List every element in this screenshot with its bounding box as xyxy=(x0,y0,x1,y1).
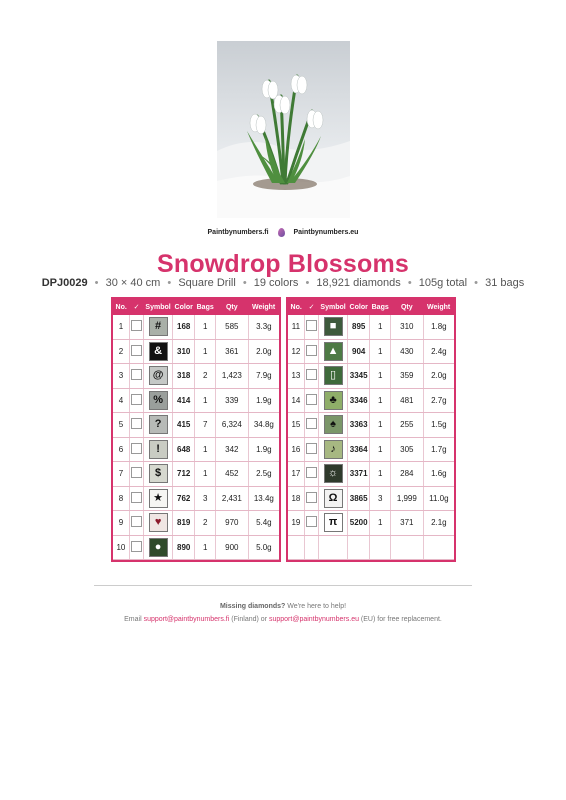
row-checkbox[interactable] xyxy=(306,492,317,503)
row-color-code: 3371 xyxy=(347,462,370,487)
row-checkbox[interactable] xyxy=(131,443,142,454)
row-qty: 970 xyxy=(215,511,248,536)
row-qty: 305 xyxy=(390,437,423,462)
row-bags: 2 xyxy=(195,511,215,536)
row-symbol-cell xyxy=(144,535,173,560)
row-number: 3 xyxy=(113,364,129,389)
row-symbol-cell xyxy=(319,486,348,511)
row-color-code: 904 xyxy=(347,339,370,364)
row-weight: 2.4g xyxy=(423,339,454,364)
row-qty: 255 xyxy=(390,413,423,438)
col-symbol: Symbol xyxy=(319,299,348,315)
col-weight: Weight xyxy=(248,299,279,315)
table-row xyxy=(113,535,279,560)
brand-eu: Paintbynumbers.eu xyxy=(293,229,359,236)
row-symbol-cell xyxy=(319,339,348,364)
row-qty: 900 xyxy=(215,535,248,560)
brand-fi: Paintbynumbers.fi xyxy=(207,229,269,236)
row-bags: 1 xyxy=(370,388,390,413)
row-symbol-cell xyxy=(319,511,348,536)
row-color-code: 3363 xyxy=(347,413,370,438)
row-checkbox-cell xyxy=(129,535,143,560)
symbol-swatch: Ω xyxy=(324,489,343,508)
email-fi-link[interactable]: support@paintbynumbers.fi xyxy=(143,616,230,623)
row-checkbox[interactable] xyxy=(131,467,142,478)
bag-count: 31 bags xyxy=(485,277,525,289)
row-number: 17 xyxy=(288,462,304,487)
col-check: ✓ xyxy=(129,299,143,315)
product-meta: DPJ0029 • 30 × 40 cm • Square Drill • 19 colors • 18,921 diamonds • 105g total • 31 bags xyxy=(41,277,525,289)
row-symbol-cell xyxy=(144,511,173,536)
row-qty: 585 xyxy=(215,315,248,339)
row-weight: 5.0g xyxy=(248,535,279,560)
row-checkbox-cell xyxy=(129,315,143,339)
table-row xyxy=(113,462,279,487)
row-checkbox-cell xyxy=(304,364,318,389)
table-row xyxy=(113,364,279,389)
row-checkbox[interactable] xyxy=(131,541,142,552)
row-bags: 1 xyxy=(370,364,390,389)
row-color-code: 712 xyxy=(172,462,195,487)
snowdrop-illustration xyxy=(217,41,350,218)
row-number: 14 xyxy=(288,388,304,413)
table-row xyxy=(288,486,454,511)
drill-type: Square Drill xyxy=(178,277,236,289)
row-symbol-cell xyxy=(144,315,173,339)
row-checkbox-cell xyxy=(129,511,143,536)
symbol-swatch: ♠ xyxy=(324,415,343,434)
row-checkbox-cell xyxy=(304,511,318,536)
symbol-swatch: ▲ xyxy=(324,342,343,361)
row-checkbox[interactable] xyxy=(131,492,142,503)
row-bags: 1 xyxy=(195,315,215,339)
row-checkbox-cell xyxy=(129,486,143,511)
col-weight: Weight xyxy=(423,299,454,315)
row-number: 10 xyxy=(113,535,129,560)
table-row xyxy=(288,315,454,339)
row-weight: 2.0g xyxy=(248,339,279,364)
row-bags: 1 xyxy=(195,388,215,413)
row-checkbox-cell xyxy=(304,462,318,487)
row-qty: 1,423 xyxy=(215,364,248,389)
row-checkbox[interactable] xyxy=(306,345,317,356)
row-number: 4 xyxy=(113,388,129,413)
table-row xyxy=(288,364,454,389)
col-color: Color xyxy=(172,299,195,315)
empty-row xyxy=(288,535,454,560)
row-qty: 6,324 xyxy=(215,413,248,438)
row-number: 2 xyxy=(113,339,129,364)
row-bags: 1 xyxy=(370,315,390,339)
row-symbol-cell xyxy=(144,437,173,462)
page-title: Snowdrop Blossoms xyxy=(156,250,410,278)
row-checkbox-cell xyxy=(129,413,143,438)
row-symbol-cell xyxy=(144,339,173,364)
row-weight: 7.9g xyxy=(248,364,279,389)
row-bags: 3 xyxy=(195,486,215,511)
row-checkbox[interactable] xyxy=(306,418,317,429)
row-checkbox-cell xyxy=(129,364,143,389)
symbol-swatch: ♥ xyxy=(149,513,168,532)
row-qty: 342 xyxy=(215,437,248,462)
row-weight: 2.5g xyxy=(248,462,279,487)
row-checkbox[interactable] xyxy=(131,394,142,405)
symbol-swatch: ■ xyxy=(324,317,343,336)
row-symbol-cell xyxy=(319,388,348,413)
row-checkbox-cell xyxy=(129,462,143,487)
col-bags: Bags xyxy=(370,299,390,315)
symbol-swatch: @ xyxy=(149,366,168,385)
row-symbol-cell xyxy=(144,413,173,438)
row-checkbox-cell xyxy=(304,315,318,339)
row-color-code: 890 xyxy=(172,535,195,560)
row-checkbox-cell xyxy=(304,437,318,462)
row-color-code: 762 xyxy=(172,486,195,511)
row-number: 12 xyxy=(288,339,304,364)
row-color-code: 3364 xyxy=(347,437,370,462)
row-checkbox-cell xyxy=(304,388,318,413)
row-checkbox-cell xyxy=(129,437,143,462)
row-number: 1 xyxy=(113,315,129,339)
support-title: Missing diamonds? xyxy=(219,603,286,610)
row-bags: 2 xyxy=(195,364,215,389)
symbol-swatch: ▯ xyxy=(324,366,343,385)
row-number: 9 xyxy=(113,511,129,536)
support-subtitle: We're here to help! xyxy=(285,603,347,610)
row-checkbox-cell xyxy=(304,486,318,511)
row-number: 19 xyxy=(288,511,304,536)
table-header xyxy=(288,299,454,315)
row-checkbox[interactable] xyxy=(306,443,317,454)
row-qty: 452 xyxy=(215,462,248,487)
row-qty: 430 xyxy=(390,339,423,364)
row-qty: 371 xyxy=(390,511,423,536)
row-color-code: 415 xyxy=(172,413,195,438)
col-qty: Qty xyxy=(215,299,248,315)
artwork-preview xyxy=(217,41,350,218)
support-headline xyxy=(0,603,566,610)
product-code: DPJ0029 xyxy=(41,277,88,289)
row-checkbox[interactable] xyxy=(131,345,142,356)
row-weight: 5.4g xyxy=(248,511,279,536)
row-bags: 1 xyxy=(370,413,390,438)
row-weight: 1.6g xyxy=(423,462,454,487)
row-number: 11 xyxy=(288,315,304,339)
symbol-swatch: % xyxy=(149,391,168,410)
row-checkbox[interactable] xyxy=(131,320,142,331)
row-qty: 284 xyxy=(390,462,423,487)
table-row xyxy=(113,511,279,536)
symbol-swatch: ? xyxy=(149,415,168,434)
row-qty: 359 xyxy=(390,364,423,389)
row-number: 16 xyxy=(288,437,304,462)
col-no: No. xyxy=(113,299,129,315)
row-qty: 2,431 xyxy=(215,486,248,511)
row-color-code: 414 xyxy=(172,388,195,413)
col-bags: Bags xyxy=(195,299,215,315)
row-color-code: 3865 xyxy=(347,486,370,511)
row-qty: 310 xyxy=(390,315,423,339)
symbol-swatch: ● xyxy=(149,538,168,557)
table-row xyxy=(113,339,279,364)
diamond-count: 18,921 diamonds xyxy=(316,277,401,289)
color-table-left xyxy=(111,297,281,562)
row-checkbox[interactable] xyxy=(306,369,317,380)
row-checkbox-cell xyxy=(129,388,143,413)
symbol-swatch: ♣ xyxy=(324,391,343,410)
symbol-swatch: $ xyxy=(149,464,168,483)
symbol-swatch: & xyxy=(149,342,168,361)
row-symbol-cell xyxy=(319,413,348,438)
row-weight: 1.8g xyxy=(423,315,454,339)
col-symbol: Symbol xyxy=(144,299,173,315)
row-color-code: 3346 xyxy=(347,388,370,413)
row-symbol-cell xyxy=(319,462,348,487)
row-checkbox[interactable] xyxy=(306,516,317,527)
symbol-swatch: # xyxy=(149,317,168,336)
row-checkbox-cell xyxy=(304,413,318,438)
row-checkbox-cell xyxy=(304,339,318,364)
row-number: 8 xyxy=(113,486,129,511)
row-weight: 34.8g xyxy=(248,413,279,438)
row-bags: 1 xyxy=(370,462,390,487)
row-bags: 7 xyxy=(195,413,215,438)
row-qty: 481 xyxy=(390,388,423,413)
row-weight: 13.4g xyxy=(248,486,279,511)
row-color-code: 310 xyxy=(172,339,195,364)
table-row xyxy=(113,437,279,462)
row-bags: 1 xyxy=(195,339,215,364)
row-color-code: 895 xyxy=(347,315,370,339)
table-row xyxy=(288,413,454,438)
row-color-code: 819 xyxy=(172,511,195,536)
row-weight: 1.7g xyxy=(423,437,454,462)
table-row xyxy=(113,388,279,413)
row-weight: 2.7g xyxy=(423,388,454,413)
row-checkbox[interactable] xyxy=(131,418,142,429)
row-qty: 1,999 xyxy=(390,486,423,511)
row-weight: 1.5g xyxy=(423,413,454,438)
row-bags: 1 xyxy=(195,535,215,560)
symbol-swatch: ☼ xyxy=(324,464,343,483)
table-row xyxy=(113,315,279,339)
row-symbol-cell xyxy=(144,462,173,487)
table-row xyxy=(288,339,454,364)
table-row xyxy=(288,462,454,487)
col-qty: Qty xyxy=(390,299,423,315)
row-color-code: 3345 xyxy=(347,364,370,389)
table-row xyxy=(288,511,454,536)
table-header xyxy=(113,299,279,315)
symbol-swatch: ♪ xyxy=(324,440,343,459)
row-color-code: 168 xyxy=(172,315,195,339)
row-bags: 1 xyxy=(370,437,390,462)
col-color: Color xyxy=(347,299,370,315)
symbol-swatch: ! xyxy=(149,440,168,459)
row-number: 18 xyxy=(288,486,304,511)
row-checkbox-cell xyxy=(129,339,143,364)
row-bags: 1 xyxy=(195,462,215,487)
row-symbol-cell xyxy=(144,364,173,389)
row-bags: 1 xyxy=(370,339,390,364)
row-weight: 2.0g xyxy=(423,364,454,389)
row-checkbox[interactable] xyxy=(306,467,317,478)
row-color-code: 5200 xyxy=(347,511,370,536)
row-symbol-cell xyxy=(319,315,348,339)
table-row xyxy=(113,486,279,511)
symbol-swatch: π xyxy=(324,513,343,532)
row-symbol-cell xyxy=(144,388,173,413)
table-row xyxy=(288,437,454,462)
col-no: No. xyxy=(288,299,304,315)
row-bags: 1 xyxy=(195,437,215,462)
symbol-swatch: ★ xyxy=(149,489,168,508)
row-symbol-cell xyxy=(319,437,348,462)
row-weight: 2.1g xyxy=(423,511,454,536)
color-count: 19 colors xyxy=(253,277,299,289)
col-check: ✓ xyxy=(304,299,318,315)
row-bags: 3 xyxy=(370,486,390,511)
divider xyxy=(94,585,472,586)
brand-drop-icon xyxy=(278,228,285,237)
row-color-code: 648 xyxy=(172,437,195,462)
row-number: 13 xyxy=(288,364,304,389)
row-bags: 1 xyxy=(370,511,390,536)
row-symbol-cell xyxy=(144,486,173,511)
row-number: 15 xyxy=(288,413,304,438)
row-symbol-cell xyxy=(319,364,348,389)
row-checkbox[interactable] xyxy=(131,369,142,380)
row-weight: 3.3g xyxy=(248,315,279,339)
row-weight: 11.0g xyxy=(423,486,454,511)
row-number: 5 xyxy=(113,413,129,438)
row-number: 7 xyxy=(113,462,129,487)
row-checkbox[interactable] xyxy=(306,320,317,331)
brand-row xyxy=(0,228,566,237)
row-weight: 1.9g xyxy=(248,437,279,462)
row-checkbox[interactable] xyxy=(306,394,317,405)
table-row xyxy=(288,388,454,413)
row-qty: 339 xyxy=(215,388,248,413)
total-weight: 105g total xyxy=(418,277,468,289)
color-table-right xyxy=(286,297,456,562)
table-row xyxy=(113,413,279,438)
row-checkbox[interactable] xyxy=(131,516,142,527)
row-qty: 361 xyxy=(215,339,248,364)
canvas-size: 30 × 40 cm xyxy=(105,277,161,289)
row-number: 6 xyxy=(113,437,129,462)
email-eu-link[interactable]: support@paintbynumbers.eu xyxy=(268,616,359,623)
row-color-code: 318 xyxy=(172,364,195,389)
row-weight: 1.9g xyxy=(248,388,279,413)
support-contact: Email support@paintbynumbers.fi (Finland) or support@paintbynumbers.eu (EU) for free replacement. xyxy=(124,616,442,623)
